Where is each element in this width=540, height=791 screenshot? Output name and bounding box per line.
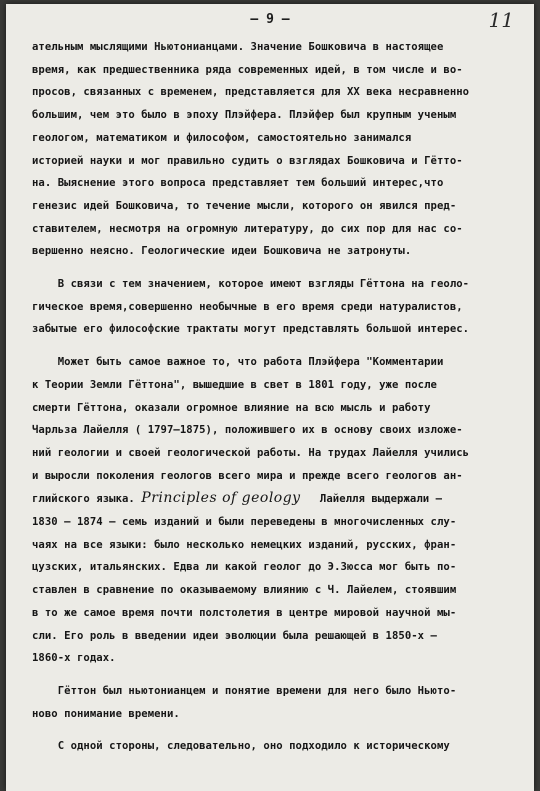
text-line: ательным мыслящими Ньютонианцами. Значение Бошковича в настоящее xyxy=(32,41,444,53)
text-line: большим, чем это было в эпоху Плэйфера. Плэйфер был крупным ученым xyxy=(32,109,457,122)
text-line: и выросли поколения геологов всего мира и прежде всего геологов ан- xyxy=(32,469,463,482)
text-line: смерти Гёттона, оказали огромное влияние на всю мысль и работу xyxy=(32,401,431,414)
text-line: цузских, итальянских. Едва ли какой геолог до Э.Зюсса мог быть по- xyxy=(32,561,457,574)
text-line: генезис идей Бошковича, то течение мысли, которого он явился пред- xyxy=(32,199,457,212)
page-number: — 9 — xyxy=(250,12,290,27)
text-line: геологом, математиком и философом, самостоятельно занимался xyxy=(32,131,412,144)
text-line: 1830 — 1874 — семь изданий и были переведены в многочисленных слу- xyxy=(32,516,457,529)
text-line: В связи с тем значением, которое имеют взгляды Гёттона на геоло- xyxy=(32,278,470,291)
text-line: Чарльза Лайелля ( 1797—1875), положившего их в основу своих изложе- xyxy=(32,424,463,437)
text-line: на. Выяснение этого вопроса представляет тем больший интерес,что xyxy=(32,177,444,190)
text-fragment: глийского языка. xyxy=(32,493,135,506)
text-line: к Теории Земли Гёттона", вышедшие в свет в 1801 году, уже после xyxy=(32,378,437,391)
text-line: ставителем, несмотря на огромную литературу, до сих пор для нас со- xyxy=(32,222,463,235)
text-line xyxy=(32,487,532,511)
document-page xyxy=(6,4,534,791)
text-line: гическое время,совершенно необычные в его время среди натуралистов, xyxy=(32,300,463,313)
text-line: вершенно неясно. Геологические идеи Бошковича не затронуты. xyxy=(32,245,412,258)
text-line: С одной стороны, следовательно, оно подходило к историческому xyxy=(32,740,450,753)
text-line: чаях на все языки: было несколько немецких изданий, русских, фран- xyxy=(32,538,457,551)
text-line: забытые его философские трактаты могут представлять большой интерес. xyxy=(32,323,470,336)
text-line: время, как предшественника ряда современных идей, в том числе и во- xyxy=(32,63,463,76)
text-line: ставлен в сравнение по оказываемому влиянию с Ч. Лайелем, стоявшим xyxy=(32,584,457,597)
handwritten-book-title: Principles of geology xyxy=(141,490,301,507)
text-line: ний геологии и своей геологической работы. На трудах Лайелля учились xyxy=(32,446,470,459)
text-line: Гёттон был ньютонианцем и понятие времени для него было Ньюто- xyxy=(32,684,457,697)
text-line: просов, связанных с временем, представляется для XX века несравненно xyxy=(32,86,470,99)
text-line: историей науки и мог правильно судить о взглядах Бошковича и Гётто- xyxy=(32,154,463,167)
text-line: сли. Его роль в введении идеи эволюции была решающей в 1850-х — xyxy=(32,629,437,642)
text-fragment: Лайелля выдержали — xyxy=(319,493,443,506)
text-line: Может быть самое важное то, что работа Плэйфера "Комментарии xyxy=(32,356,444,369)
text-line: в то же самое время почти полстолетия в центре мировой научной мы- xyxy=(32,606,457,619)
handwritten-sheet-number: 11 xyxy=(488,8,514,32)
text-line: 1860-х годах. xyxy=(32,652,116,665)
body-text xyxy=(32,36,532,758)
text-line: ново понимание времени. xyxy=(32,707,180,720)
